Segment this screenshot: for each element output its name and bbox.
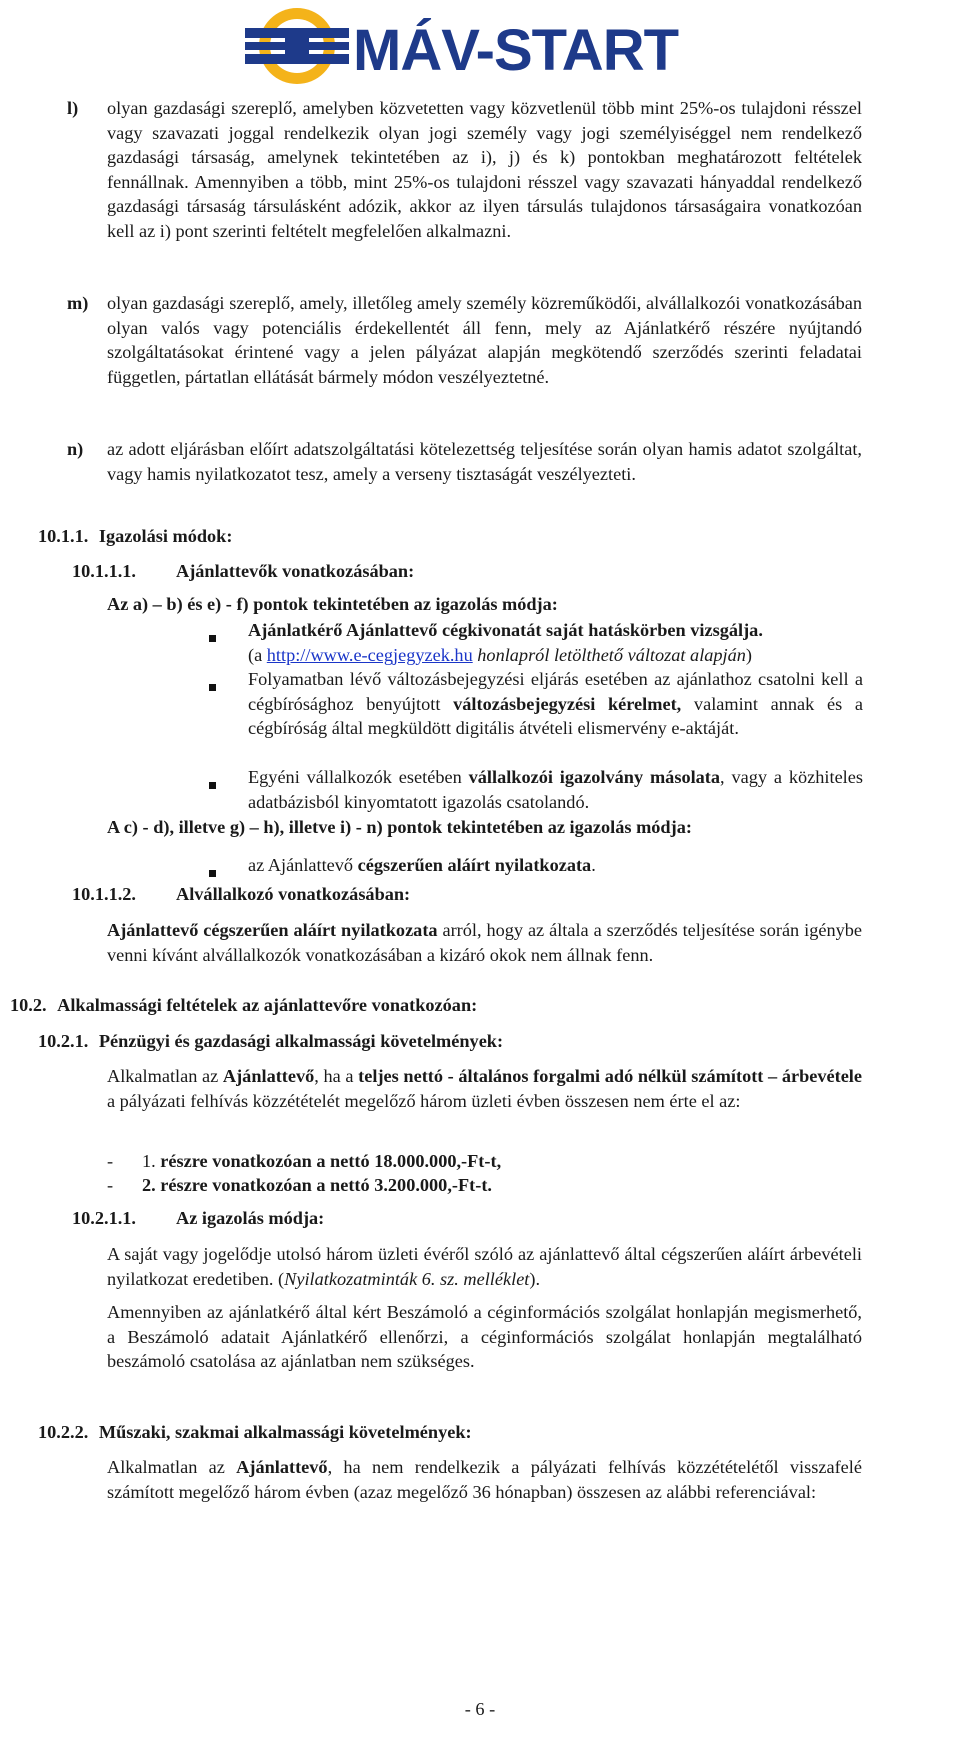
item-n-marker: n) [67, 439, 84, 459]
section-10-2-1-heading [38, 1029, 503, 1054]
section-10-1-1-1-number: 10.1.1.1. [72, 561, 136, 581]
alvallalkozo-paragraph [107, 918, 862, 967]
section-number: 10.2.1. [38, 1031, 89, 1051]
bullet-1 [248, 618, 863, 667]
bullet-square-icon [209, 629, 216, 647]
item-l-marker: l) [67, 98, 79, 118]
section-title: Igazolási módok: [98, 526, 233, 546]
item-m-text: olyan gazdasági szereplő, amely, illetőleg amely személy közreműködői, alvállalkozói vonatkozásában olyan valós vagy potenciális érdekellentét áll fenn, mely az Ajánlatkérő részére nyújtandó szolgáltatásokat érintené vagy a jelen pályázat alapján megkötendő szerződés szerinti feladatai független, pártatlan ellátását bármely módon veszélyeztetné. [107, 293, 862, 387]
bullet-1-close: ) [745, 644, 753, 665]
igazolas-p1-a: A saját vagy jogelődje utolsó három üzleti évéről szóló az ajánlattevő által cégszerűen aláírt árbevételi nyilatkozat eredetiben. ( [107, 1244, 862, 1289]
muszaki-a: Alkalmatlan az [107, 1457, 237, 1477]
igazolas-lead-1: Az a) – b) és e) - f) pontok tekintetében az igazolás módja: [107, 594, 558, 614]
section-10-1-1-2-number: 10.1.1.2. [72, 884, 136, 904]
bullet-2-pre: Folyamatban lévő változásbejegyzési eljárás esetében az ajánlathoz csatolni kell a cégbírósághoz benyújtott [248, 669, 863, 714]
bullet-1-italic: honlapról letölthető változat alapján [472, 644, 746, 665]
dash-item-1 [142, 1149, 501, 1174]
bullet-2-post: valamint annak és a cégbíróság által megküldött digitális átvételi elismervény e-aktáját. [248, 693, 863, 738]
dash-item-1-num: 1. [142, 1151, 156, 1171]
penzugyi-a: Alkalmatlan az [107, 1066, 223, 1086]
item-n-text: az adott eljárásban előírt adatszolgáltatási kötelezettség teljesítése során olyan hamis adatot szolgáltat, vagy hamis nyilatkozatot tesz, amely a verseny tisztaságát veszélyezteti. [107, 439, 862, 484]
section-10-1-1-1-title: Ajánlattevők vonatkozásában: [176, 561, 415, 581]
muszaki-c: , ha nem rendelkezik a pályázati felhívás közzétételétől visszafelé számított megelőző három évben (azaz megelőző 36 hónapban) összesen az alábbi referenciával: [107, 1457, 862, 1502]
bullet-square-icon [209, 776, 216, 794]
mav-start-logo-graphic [245, 4, 680, 88]
dash-item-2: 2. részre vonatkozóan a nettó 3.200.000,-Ft-t. [142, 1175, 492, 1195]
alvallalkozo-bold: Ajánlattevő cégszerűen aláírt nyilatkozata [107, 920, 438, 940]
page-number: - 6 - [464, 1699, 496, 1719]
bullet-4-bold: cégszerűen aláírt nyilatkozata [357, 855, 592, 875]
bullet-3-pre: Egyéni vállalkozók esetében [248, 767, 469, 787]
item-l-text: olyan gazdasági szereplő, amelyben közvetetten vagy közvetlenül több mint 25%-os tulajdoni résszel vagy szavazati joggal rendelkezik olyan jogi személy vagy jogi személyiséggel nem rendelkező gazdasági társaság, amelynek tekintetében az i), j) és k) pontokban meghatározott feltételek fennállnak. Amennyiben a több, mint 25%-os tulajdoni résszel vagy szavazati hányaddal rendelkező gazdasági társaság társulásként adózik, akkor az ilyen társulás tulajdonos társaságaira vonatkozóan kell az i) pont szerinti feltételt megfelelően alkalmazni. [107, 98, 862, 241]
igazolas-paragraph-1 [107, 1242, 862, 1291]
bullet-4-pre: az Ajánlattevő [248, 855, 358, 875]
penzugyi-paragraph [107, 1064, 862, 1113]
section-number: 10.1.1. [38, 526, 89, 546]
mav-start-logo [245, 4, 680, 88]
section-number: 10.2.2. [38, 1422, 89, 1442]
bullet-2 [248, 667, 863, 741]
section-10-1-1-heading [38, 524, 232, 549]
muszaki-b: Ajánlattevő [236, 1457, 328, 1477]
penzugyi-d: teljes nettó - általános forgalmi adó nélkül számított – árbevétele [358, 1066, 862, 1086]
bullet-3-post: , vagy a közhiteles adatbázisból kinyomtatott igazolás csatolandó. [248, 767, 863, 812]
bullet-4 [248, 853, 596, 878]
section-title: Alkalmassági feltételek az ajánlattevőre vonatkozóan: [57, 995, 478, 1015]
section-title: Műszaki, szakmai alkalmassági követelmények: [98, 1422, 472, 1442]
muszaki-paragraph [107, 1455, 862, 1504]
section-10-1-1-2-title: Alvállalkozó vonatkozásában: [176, 884, 411, 904]
dash-2-marker: - [107, 1175, 114, 1195]
logo-emblem [245, 8, 349, 84]
igazolas-paragraph-2: Amennyiben az ajánlatkérő által kért Beszámoló a céginformációs szolgálat honlapján megismerhető, a Beszámoló adatait Ajánlatkérő ellenőrzi, a céginformációs szolgálat honlapján megtalálható beszámoló csatolása az ajánlatban nem szükséges. [107, 1302, 862, 1371]
bullet-4-post: . [591, 855, 596, 875]
bullet-3 [248, 765, 863, 814]
dash-1-marker: - [107, 1151, 114, 1171]
section-10-2-1-1-number: 10.2.1.1. [72, 1208, 136, 1228]
cegjegyzek-link[interactable]: http://www.e-cegjegyzek.hu [266, 644, 473, 665]
section-number: 10.2. [10, 995, 47, 1015]
igazolas-p1-b: ). [529, 1268, 541, 1289]
igazolas-p1-italic: Nyilatkozatminták 6. sz. melléklet [284, 1268, 530, 1289]
penzugyi-e: a pályázati felhívás közzétételét megelőző három üzleti évben összesen nem érte el az: [107, 1090, 741, 1111]
section-title: Pénzügyi és gazdasági alkalmassági követelmények: [98, 1031, 504, 1051]
bullet-square-icon [209, 678, 216, 696]
igazolas-lead-2: A c) - d), illetve g) – h), illetve i) - n) pontok tekintetében az igazolás módja: [107, 817, 692, 837]
bullet-square-icon [209, 864, 216, 882]
bullet-1-bold: Ajánlatkérő Ajánlattevő cégkivonatát saját hatáskörben vizsgálja. [248, 620, 763, 640]
alvallalkozo-rest: arról, hogy az általa a szerződés teljesítése során igénybe venni kívánt alvállalkozók vonatkozásában a kizáró okok nem állnak fenn. [107, 920, 862, 965]
logo-wordmark: MÁV-START [353, 18, 679, 83]
item-m-marker: m) [67, 293, 89, 313]
section-10-2-2-heading [38, 1420, 472, 1445]
bullet-2-bold: változásbejegyzési kérelmet, [453, 693, 682, 714]
bullet-1-open: (a [248, 644, 267, 665]
section-10-2-1-1-title: Az igazolás módja: [176, 1208, 325, 1228]
bullet-3-bold: vállalkozói igazolvány másolata [468, 767, 721, 787]
penzugyi-c: , ha a [314, 1066, 359, 1086]
section-10-2-heading [10, 993, 477, 1018]
dash-item-1-bold: részre vonatkozóan a nettó 18.000.000,-Ft-t, [155, 1151, 502, 1171]
penzugyi-b: Ajánlattevő [222, 1066, 315, 1086]
